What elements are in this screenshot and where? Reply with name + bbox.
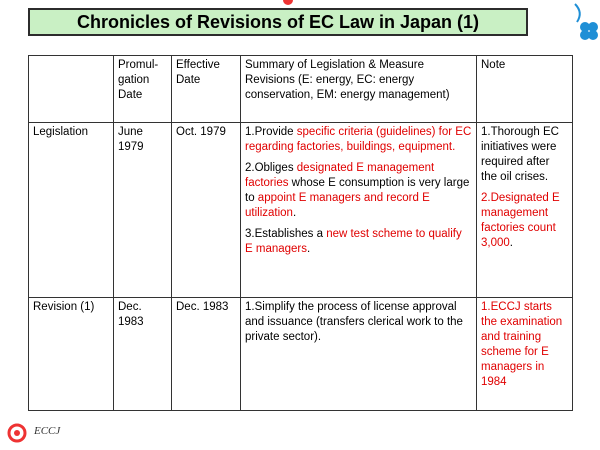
page-title-text: Chronicles of Revisions of EC Law in Japan (1) bbox=[76, 11, 480, 32]
promulgation-date: June 1979 bbox=[114, 123, 172, 298]
row-label: Revision (1) bbox=[29, 298, 114, 411]
row-label: Legislation bbox=[29, 123, 114, 298]
summary-cell bbox=[241, 123, 477, 298]
effective-date: Dec. 1983 bbox=[172, 298, 241, 411]
summary-point-2: 2.Obliges designated E management factories whose E consumption is very large to appoint E managers and record E utilization. bbox=[245, 162, 470, 219]
revisions-table bbox=[28, 55, 573, 411]
table-row bbox=[29, 298, 573, 411]
header-promulgation-date: Promul-gation Date bbox=[114, 56, 172, 123]
eccj-logo bbox=[6, 423, 66, 443]
note-cell bbox=[477, 123, 573, 298]
note-cell: 1.ECCJ starts the examination and training scheme for E managers in 1984 bbox=[477, 298, 573, 411]
note-point-1: 1.Thorough EC initiatives were required after the oil crises. bbox=[481, 126, 559, 183]
clover-logo-icon bbox=[571, 2, 599, 44]
header-summary: Summary of Legislation & Measure Revisions (E: energy, EC: energy conservation, EM: energy management) bbox=[241, 56, 477, 123]
header-empty-cell bbox=[29, 56, 114, 123]
summary-point-3: 3.Establishes a new test scheme to qualify E managers. bbox=[245, 228, 462, 255]
header-effective-date: Effective Date bbox=[172, 56, 241, 123]
sun-logo-icon bbox=[6, 423, 28, 443]
header-note: Note bbox=[477, 56, 573, 123]
top-decoration bbox=[283, 0, 293, 5]
table-row bbox=[29, 123, 573, 298]
promulgation-date: Dec. 1983 bbox=[114, 298, 172, 411]
summary-point-1: 1.Provide specific criteria (guidelines) for EC regarding factories, buildings, equipment. bbox=[245, 126, 472, 153]
effective-date: Oct. 1979 bbox=[172, 123, 241, 298]
page-title bbox=[28, 8, 528, 36]
note-point-2: 2.Designated E management factories count 3,000. bbox=[481, 192, 560, 249]
summary-cell: 1.Simplify the process of license approval and issuance (transfers clerical work to the private sector). bbox=[241, 298, 477, 411]
table-header-row bbox=[29, 56, 573, 123]
logo-text: ECCJ bbox=[34, 425, 61, 437]
